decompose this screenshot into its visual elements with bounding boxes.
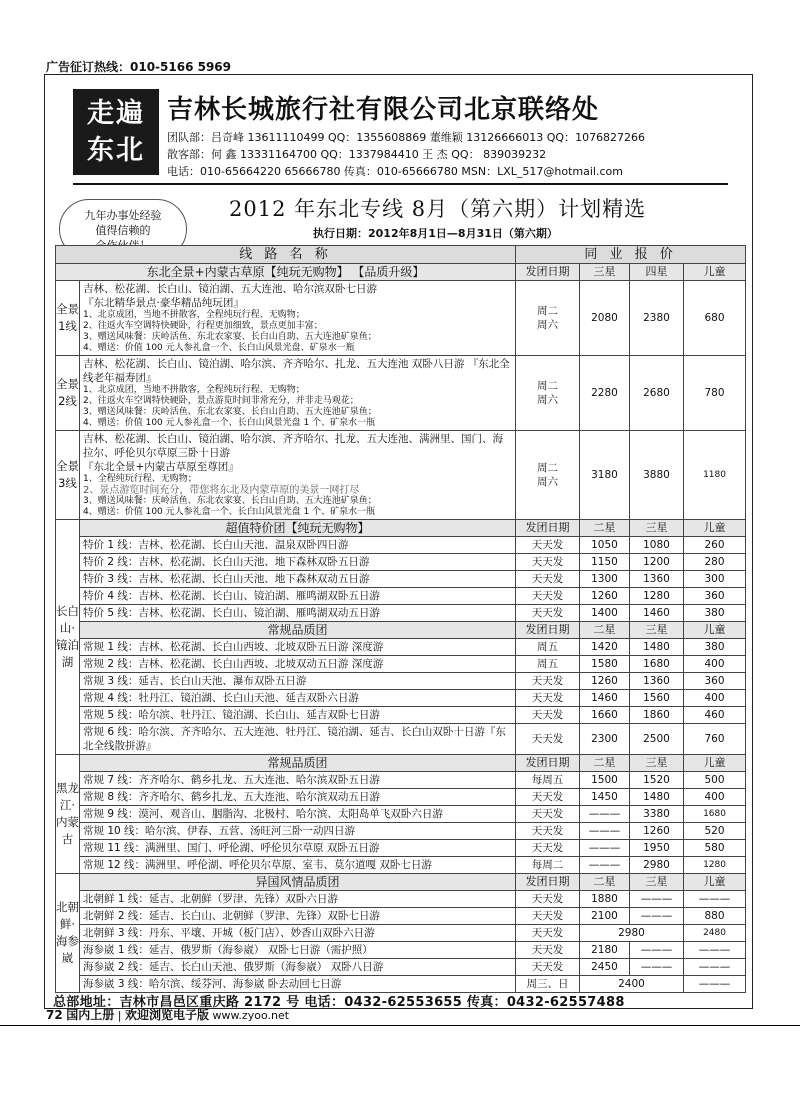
route-name: 特价 1 线：吉林、松花湖、长白山天池、温泉双卧四日游 <box>80 537 516 554</box>
table-row <box>56 264 746 281</box>
price-a: 1260 <box>580 588 630 605</box>
col-child: 儿童 <box>684 264 746 281</box>
depart-days: 周二 周六 <box>516 431 580 520</box>
col-child: 儿童 <box>684 755 746 772</box>
depart-days: 天天发 <box>516 891 580 908</box>
table-row <box>56 857 746 874</box>
depart-days: 天天发 <box>516 588 580 605</box>
ad-hotline: 广告征订热线：010-5166 5969 <box>46 60 232 74</box>
depart-days: 天天发 <box>516 840 580 857</box>
price-a: ——— <box>580 857 630 874</box>
price-b: 2980 <box>630 857 684 874</box>
table-row <box>56 656 746 673</box>
table-row <box>56 925 746 942</box>
table-row <box>56 537 746 554</box>
table-row <box>56 959 746 976</box>
col-2star: 二星 <box>580 874 630 891</box>
price-merged: 2400 <box>580 976 684 993</box>
route-name: 常规 4 线：牡丹江、镜泊湖、长白山天池、延吉双卧六日游 <box>80 690 516 707</box>
depart-days: 天天发 <box>516 789 580 806</box>
price-child: 300 <box>684 571 746 588</box>
route-name: 常规 6 线：哈尔滨、齐齐哈尔、五大连池、牡丹江、镜泊湖、延吉、长白山双卧十日游『东北全线散拼游』 <box>80 724 516 755</box>
footer-separator: | <box>117 1009 122 1022</box>
depart-days: 周二 周六 <box>516 356 580 431</box>
execution-date: 执行日期：2012年8月1日—8月31日（第六期） <box>313 227 558 240</box>
price-b: 1460 <box>630 605 684 622</box>
depart-days: 天天发 <box>516 942 580 959</box>
col-3star: 三星 <box>630 874 684 891</box>
price-b: 1260 <box>630 823 684 840</box>
depart-days: 天天发 <box>516 554 580 571</box>
route-name: 特价 5 线：吉林、松花湖、长白山、镜泊湖、雁鸣湖双动五日游 <box>80 605 516 622</box>
price-child: 520 <box>684 823 746 840</box>
table-row <box>56 772 746 789</box>
price-4star: 3880 <box>630 431 684 520</box>
page-number: 72 <box>46 1008 63 1022</box>
table-row <box>56 622 746 639</box>
table-row <box>56 431 746 520</box>
table-row <box>56 976 746 993</box>
price-b: 1950 <box>630 840 684 857</box>
price-child: 880 <box>684 908 746 925</box>
col-depart: 发团日期 <box>516 264 580 281</box>
region-label: 黑龙江·内蒙古 <box>56 755 80 874</box>
depart-days: 天天发 <box>516 571 580 588</box>
price-child: 2480 <box>684 925 746 942</box>
price-3star: 2280 <box>580 356 630 431</box>
price-table <box>55 245 746 993</box>
advertisement-frame <box>44 74 753 1009</box>
price-a: 1450 <box>580 789 630 806</box>
price-a: 1260 <box>580 673 630 690</box>
depart-days: 天天发 <box>516 806 580 823</box>
price-b: 1080 <box>630 537 684 554</box>
logo-top: 走遍 <box>87 98 145 129</box>
price-b: 3380 <box>630 806 684 823</box>
price-b: ——— <box>630 891 684 908</box>
price-b: 1200 <box>630 554 684 571</box>
depart-days: 每周二 <box>516 857 580 874</box>
route-name: 常规 7 线：齐齐哈尔、鹤乡扎龙、五大连池、哈尔滨双卧五日游 <box>80 772 516 789</box>
depart-days: 周五 <box>516 656 580 673</box>
region-label: 长白山·镜泊湖 <box>56 520 80 755</box>
route-name: 常规 3 线：延吉、长白山天池、瀑布双卧五日游 <box>80 673 516 690</box>
depart-days: 天天发 <box>516 673 580 690</box>
table-row <box>56 673 746 690</box>
price-child: ——— <box>684 959 746 976</box>
depart-days: 天天发 <box>516 690 580 707</box>
price-b: 1280 <box>630 588 684 605</box>
price-b: ——— <box>630 942 684 959</box>
price-child: 360 <box>684 673 746 690</box>
price-b: 1680 <box>630 656 684 673</box>
col-3star: 三星 <box>580 264 630 281</box>
price-child: 380 <box>684 605 746 622</box>
price-child: ——— <box>684 976 746 993</box>
price-child: 360 <box>684 588 746 605</box>
table-row <box>56 942 746 959</box>
region-label: 北朝鲜·海参崴 <box>56 874 80 993</box>
col-child: 儿童 <box>684 874 746 891</box>
table-row <box>56 554 746 571</box>
panorama-label: 全景2线 <box>56 356 80 431</box>
price-a: 1660 <box>580 707 630 724</box>
table-row <box>56 908 746 925</box>
route-name: 北朝鲜 3 线：丹东、平壤、开城（板门店）、妙香山双卧六日游 <box>80 925 516 942</box>
table-row <box>56 755 746 772</box>
route-name: 海参崴 3 线：哈尔滨、绥芬河、海参崴 卧去动回七日游 <box>80 976 516 993</box>
panorama-route: 吉林、松花湖、长白山、镜泊湖、哈尔滨、齐齐哈尔、扎龙、五大连池、满洲里、国门、海拉尔、呼伦贝尔草原三卧十日游 『东北全景+内蒙古草原至尊团』 1、全程纯玩行程、无购物； 2、景点游览时间充分，带您将东北及内蒙草原的美景一网打尽 3、赠送风味餐：庆岭活鱼、东北农家宴、长白山自助、五大连池矿泉鱼； 4、赠送：价值 100 元人参礼盒一个、长白山风景光盘 1 个、矿泉水一瓶 <box>80 431 516 520</box>
price-child: 760 <box>684 724 746 755</box>
price-3star: 3180 <box>580 431 630 520</box>
price-child: ——— <box>684 891 746 908</box>
col-4star: 四星 <box>630 264 684 281</box>
depart-days: 周二 周六 <box>516 281 580 356</box>
col-depart: 发团日期 <box>516 874 580 891</box>
route-name: 常规 8 线：齐齐哈尔、鹤乡扎龙、五大连池、哈尔滨双动五日游 <box>80 789 516 806</box>
price-child: 1280 <box>684 857 746 874</box>
table-row <box>56 356 746 431</box>
depart-days: 天天发 <box>516 707 580 724</box>
price-child: 1680 <box>684 806 746 823</box>
col-2star: 二星 <box>580 622 630 639</box>
price-b: 2500 <box>630 724 684 755</box>
table-row <box>56 690 746 707</box>
route-name: 常规 1 线：吉林、松花湖、长白山西坡、北坡双卧五日游 深度游 <box>80 639 516 656</box>
price-child: 400 <box>684 656 746 673</box>
col-3star: 三星 <box>630 520 684 537</box>
section-panorama: 东北全景+内蒙古草原【纯玩无购物】 【品质升级】 <box>56 264 516 281</box>
table-row <box>56 806 746 823</box>
price-a: 1400 <box>580 605 630 622</box>
price-b: ——— <box>630 908 684 925</box>
price-a: 1460 <box>580 690 630 707</box>
route-name: 特价 4 线：吉林、松花湖、长白山、镜泊湖、雁鸣湖双卧五日游 <box>80 588 516 605</box>
col-3star: 三星 <box>630 622 684 639</box>
price-a: 1500 <box>580 772 630 789</box>
depart-days: 每周五 <box>516 772 580 789</box>
header-route-name: 线 路 名 称 <box>56 246 516 264</box>
contact-line-2: 散客部：何 鑫 13331164700 QQ：1337984410 王 杰 QQ： 839039232 <box>167 148 547 161</box>
depart-days: 天天发 <box>516 925 580 942</box>
table-row <box>56 639 746 656</box>
price-a: 2300 <box>580 724 630 755</box>
price-b: 1560 <box>630 690 684 707</box>
price-4star: 2380 <box>630 281 684 356</box>
price-child: 780 <box>684 356 746 431</box>
price-merged: 2980 <box>580 925 684 942</box>
route-name: 常规 11 线：满洲里、国门、呼伦湖、呼伦贝尔草原 双卧五日游 <box>80 840 516 857</box>
col-child: 儿童 <box>684 520 746 537</box>
head-office-address: 总部地址：吉林市昌邑区重庆路 2172 号 电话：0432-62553655 传真：0432-62557488 <box>53 995 625 1010</box>
route-name: 北朝鲜 2 线：延吉、长白山、北朝鲜（罗津、先锋）双卧七日游 <box>80 908 516 925</box>
table-row <box>56 789 746 806</box>
price-a: ——— <box>580 840 630 857</box>
price-a: ——— <box>580 806 630 823</box>
price-b: 1480 <box>630 789 684 806</box>
depart-days: 天天发 <box>516 605 580 622</box>
table-row <box>56 823 746 840</box>
price-4star: 2680 <box>630 356 684 431</box>
route-name: 常规 12 线：满洲里、呼伦湖、呼伦贝尔草原、室韦、莫尔道嘎 双卧七日游 <box>80 857 516 874</box>
price-b: 1360 <box>630 571 684 588</box>
route-name: 海参崴 1 线：延吉、俄罗斯（海参崴） 双卧七日游（需护照） <box>80 942 516 959</box>
col-2star: 二星 <box>580 755 630 772</box>
website-link[interactable]: www.zyoo.net <box>212 1009 290 1022</box>
price-child: 680 <box>684 281 746 356</box>
table-row <box>56 707 746 724</box>
price-child: 280 <box>684 554 746 571</box>
price-child: 500 <box>684 772 746 789</box>
price-a: 1580 <box>580 656 630 673</box>
col-2star: 二星 <box>580 520 630 537</box>
depart-days: 天天发 <box>516 823 580 840</box>
price-b: 1860 <box>630 707 684 724</box>
header-divider <box>73 183 728 185</box>
bottom-rule <box>0 1025 800 1026</box>
depart-days: 天天发 <box>516 908 580 925</box>
contact-line-1: 团队部：吕奇峰 13611110499 QQ：1355608869 董维颖 13126666013 QQ：1076827266 <box>167 131 646 144</box>
section-header: 异国风情品质团 <box>80 874 516 891</box>
route-name: 北朝鲜 1 线：延吉、北朝鲜（罗津、先锋）双卧六日游 <box>80 891 516 908</box>
price-b: 1360 <box>630 673 684 690</box>
table-row <box>56 891 746 908</box>
table-row <box>56 588 746 605</box>
route-name: 常规 2 线：吉林、松花湖、长白山西坡、北坡双动五日游 深度游 <box>80 656 516 673</box>
section-name: 国内上册 <box>66 1008 115 1022</box>
panorama-route: 吉林、松花湖、长白山、镜泊湖、哈尔滨、齐齐哈尔、扎龙、五大连池 双卧八日游 『东北全线老年福寿团』 1、北京成团，当地不拼散客，全程纯玩行程、无购物； 2、往返火车空调特快硬卧，景点游览时间非常充分，并非走马观花； 3、赠送风味餐：庆岭活鱼、东北农家宴、长白山自助、五大连池矿泉鱼； 4、赠送：价值 100 元人参礼盒一个、长白山风景光盘 1 个、矿泉水一瓶 <box>80 356 516 431</box>
company-name: 吉林长城旅行社有限公司北京联络处 <box>167 95 600 125</box>
price-a: 1050 <box>580 537 630 554</box>
route-name: 常规 5 线：哈尔滨、牡丹江、镜泊湖、长白山、延吉双卧七日游 <box>80 707 516 724</box>
col-depart: 发团日期 <box>516 622 580 639</box>
contact-line-3: 电话：010-65664220 65666780 传真：010-65666780 MSN：LXL_517@hotmail.com <box>167 165 623 178</box>
route-name: 常规 9 线：漠河、观音山、胭脂沟、北极村、哈尔滨、太阳岛单飞双卧六日游 <box>80 806 516 823</box>
logo-bottom: 东北 <box>87 135 145 166</box>
price-a: 2450 <box>580 959 630 976</box>
price-child: ——— <box>684 942 746 959</box>
plan-title: 2012 年东北专线 8月（第六期）计划精选 <box>229 197 647 221</box>
price-a: 1300 <box>580 571 630 588</box>
price-3star: 2080 <box>580 281 630 356</box>
price-child: 400 <box>684 789 746 806</box>
section-header: 常规品质团 <box>80 755 516 772</box>
route-name: 特价 3 线：吉林、松花湖、长白山天池、地下森林双动五日游 <box>80 571 516 588</box>
route-name: 特价 2 线：吉林、松花湖、长白山天池、地下森林双卧五日游 <box>80 554 516 571</box>
footer-slogan: 欢迎浏览电子版 <box>124 1008 209 1022</box>
price-a: 1880 <box>580 891 630 908</box>
price-b: ——— <box>630 959 684 976</box>
price-b: 1520 <box>630 772 684 789</box>
depart-days: 周三、日 <box>516 976 580 993</box>
depart-days: 天天发 <box>516 537 580 554</box>
section-header: 常规品质团 <box>80 622 516 639</box>
price-child: 400 <box>684 690 746 707</box>
col-3star: 三星 <box>630 755 684 772</box>
price-child: 580 <box>684 840 746 857</box>
panorama-route: 吉林、松花湖、长白山、镜泊湖、五大连池、哈尔滨双卧七日游 『东北精华景点·豪华精品纯玩团』 1、北京成团，当地不拼散客，全程纯玩行程、无购物； 2、往返火车空调特快硬卧，行程更加细致，景点更加丰富； 3、赠送风味餐：庆岭活鱼、东北农家宴、长白山自助、五大连池矿泉鱼； 4、赠送：价值 100 元人参礼盒一个、长白山风景光盘、矿泉水一瓶 <box>80 281 516 356</box>
slogan-bubble: 九年办事处经验 值得信赖的 <box>59 199 187 259</box>
panorama-label: 全景3线 <box>56 431 80 520</box>
col-child: 儿童 <box>684 622 746 639</box>
depart-days: 天天发 <box>516 724 580 755</box>
price-child: 380 <box>684 639 746 656</box>
price-a: 1420 <box>580 639 630 656</box>
table-row <box>56 281 746 356</box>
table-row <box>56 571 746 588</box>
table-row <box>56 246 746 264</box>
depart-days: 周五 <box>516 639 580 656</box>
price-child: 1180 <box>684 431 746 520</box>
depart-days: 天天发 <box>516 959 580 976</box>
table-row <box>56 724 746 755</box>
col-depart: 发团日期 <box>516 520 580 537</box>
header-price: 同 业 报 价 <box>516 246 746 264</box>
route-name: 海参崴 2 线：延吉、长白山天池、俄罗斯（海参崴） 双卧八日游 <box>80 959 516 976</box>
table-row <box>56 874 746 891</box>
logo <box>73 89 159 175</box>
table-row <box>56 605 746 622</box>
panorama-label: 全景1线 <box>56 281 80 356</box>
price-child: 260 <box>684 537 746 554</box>
price-a: 2100 <box>580 908 630 925</box>
price-child: 460 <box>684 707 746 724</box>
table-row <box>56 840 746 857</box>
page-footer <box>46 1006 289 1023</box>
section-header: 超值特价团【纯玩无购物】 <box>80 520 516 537</box>
price-a: 1150 <box>580 554 630 571</box>
table-row <box>56 520 746 537</box>
price-b: 1480 <box>630 639 684 656</box>
price-a: 2180 <box>580 942 630 959</box>
col-depart: 发团日期 <box>516 755 580 772</box>
route-name: 常规 10 线：哈尔滨、伊春、五营、汤旺河三卧一动四日游 <box>80 823 516 840</box>
price-a: ——— <box>580 823 630 840</box>
